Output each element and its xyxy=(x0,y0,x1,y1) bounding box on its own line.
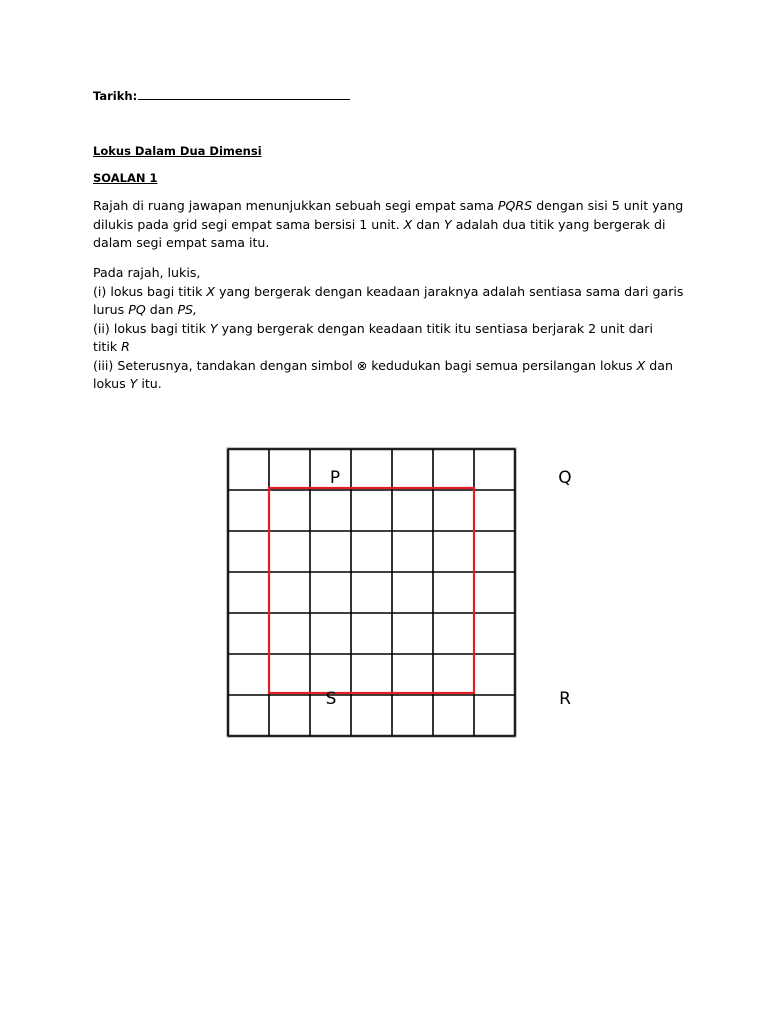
label-r: R xyxy=(559,689,571,709)
label-s: S xyxy=(325,689,337,709)
intro-line-1: Rajah di ruang jawapan menunjukkan sebuah segi empat sama PQRS dengan sisi 5 unit yang xyxy=(93,198,684,213)
instructions-lead: Pada rajah, lukis, xyxy=(93,265,201,280)
instruction-ii: (ii) lokus bagi titik Y yang bergerak dengan keadaan titik itu sentiasa berjarak 2 unit dari xyxy=(93,320,653,336)
square-pqrs xyxy=(269,488,474,693)
topic-title: Lokus Dalam Dua Dimensi xyxy=(93,144,262,158)
instruction-i-continued: lurus PQ dan PS, xyxy=(93,302,198,317)
intro-line-3: dalam segi empat sama itu. xyxy=(93,235,270,250)
date-label: Tarikh: xyxy=(93,89,138,103)
label-q: Q xyxy=(558,468,572,488)
intro-line-2: dilukis pada grid segi empat sama bersisi 1 unit. X dan Y adalah dua titik yang bergerak di xyxy=(93,216,666,232)
instruction-iii-continued: lokus Y itu. xyxy=(93,376,162,391)
circled-times-symbol-icon: ⊗ xyxy=(356,357,368,373)
label-p: P xyxy=(329,468,341,488)
instruction-ii-continued: titik R xyxy=(93,339,130,354)
question-label: SOALAN 1 xyxy=(93,171,158,185)
instruction-i: (i) lokus bagi titik X yang bergerak dengan keadaan jaraknya adalah sentiasa sama dari garis xyxy=(93,283,684,299)
instruction-iii: (iii) Seterusnya, tandakan dengan simbol ⊗ kedudukan bagi semua persilangan lokus X dan xyxy=(93,357,673,373)
